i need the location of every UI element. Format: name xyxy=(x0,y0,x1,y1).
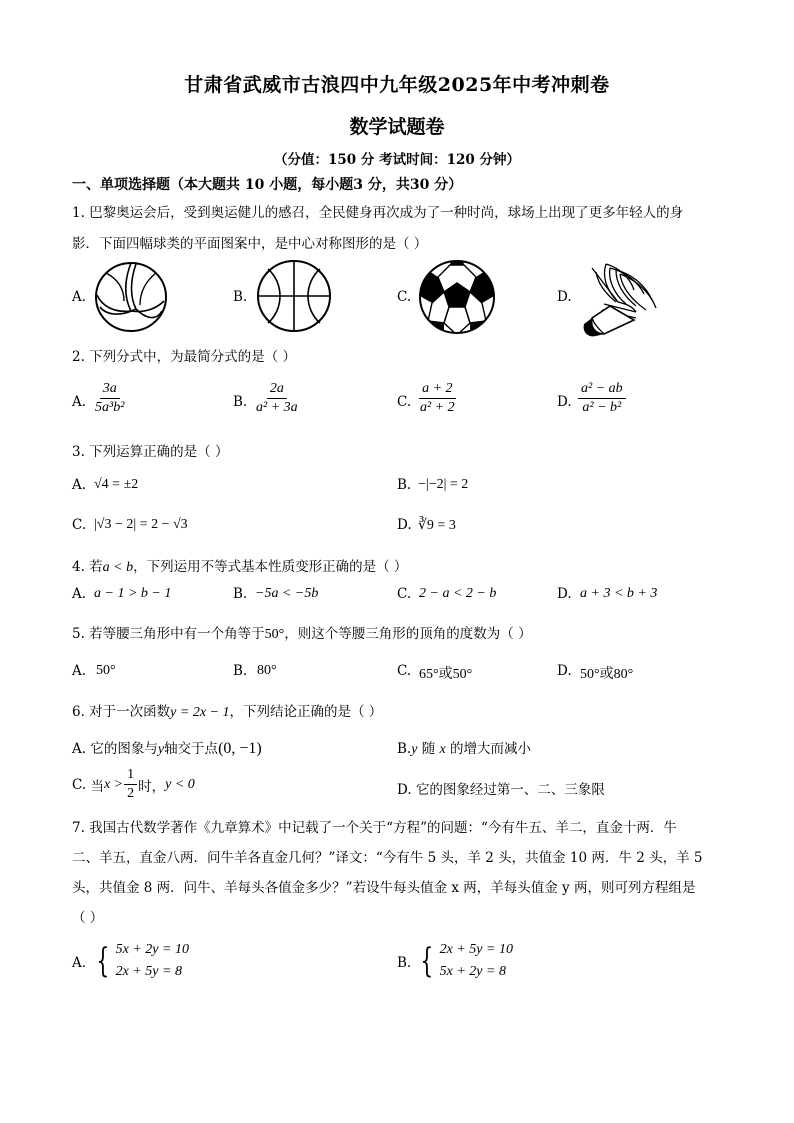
q7-option-b-eq2: 5x + 2y = 8 xyxy=(439,964,506,979)
q1-label-b: B. xyxy=(233,289,248,305)
exam-subtitle: 数学试题卷 xyxy=(349,116,445,138)
q5-label-a: A. xyxy=(72,663,87,679)
q6-a-point: (0, −1) xyxy=(218,740,262,757)
q3-option-a: √4 = ±2 xyxy=(94,477,139,492)
q3-option-b: −|−2| = 2 xyxy=(418,477,469,492)
q4-stem-pre: 4. 若 xyxy=(72,559,103,575)
q4-option-d: a + 3 < b + 3 xyxy=(580,586,658,601)
q7-label-a: A. xyxy=(72,955,87,971)
q7-option-b-eq1: 2x + 5y = 10 xyxy=(439,942,513,957)
q7-option-a-eq2: 2x + 5y = 8 xyxy=(115,964,182,979)
q7-line3: 头，共值金 8 两．问牛、羊每头各值金多少？”若设牛每头值金 x 两，羊每头值金 y 两，则可列方程组是 xyxy=(72,880,696,896)
q2-label-c: C. xyxy=(397,394,412,410)
q6-c-numerator: 1 xyxy=(124,767,137,785)
q2-option-a-fraction xyxy=(92,381,127,416)
q4-label-b: B. xyxy=(233,586,248,602)
q5-label-d: D. xyxy=(557,663,572,679)
q6-stem xyxy=(72,700,382,721)
q2-option-c-fraction xyxy=(417,381,458,416)
q6-a-text2: 轴交于点 xyxy=(164,741,219,757)
q5-label-b: B. xyxy=(233,663,248,679)
q5-stem xyxy=(72,622,532,643)
q6-label-c: C. xyxy=(72,776,87,793)
q6-b-text1: 随 xyxy=(421,741,436,757)
q7-option-b-system xyxy=(416,939,513,983)
q1-line2: 影．下面四幅球类的平面图案中，是中心对称图形的是（ ） xyxy=(72,236,428,252)
q6-d-text: 它的图象经过第一、二、三象限 xyxy=(415,782,605,798)
q5-option-d: 50°或80° xyxy=(580,667,634,682)
q6-function: y = 2x − 1 xyxy=(170,705,230,720)
q6-option-b xyxy=(397,737,531,758)
volleyball-icon xyxy=(94,261,168,333)
q4-label-c: C. xyxy=(397,586,412,602)
q5-angle: 50° xyxy=(264,627,285,642)
q3-option-d: ∛9 = 3 xyxy=(418,518,456,533)
q1-label-c: C. xyxy=(397,289,412,305)
q2-label-b: B. xyxy=(233,394,248,410)
q6-option-d xyxy=(397,778,605,798)
q6-stem-post: ，下列结论正确的是（ ） xyxy=(229,704,383,720)
q7-option-a-system xyxy=(92,939,189,983)
q6-label-a: A. xyxy=(72,741,87,757)
q4-label-d: D. xyxy=(557,586,572,602)
q2-label-a: A. xyxy=(72,394,87,410)
q6-option-a xyxy=(72,737,262,758)
soccer-ball-icon xyxy=(418,259,496,335)
q6-c-denominator: 2 xyxy=(127,786,135,801)
q3-stem: 3. 下列运算正确的是（ ） xyxy=(72,444,229,460)
q2-stem: 2. 下列分式中，为最简分式的是（ ） xyxy=(72,349,296,365)
q5-label-c: C. xyxy=(397,663,412,679)
q1-line1: 1. 巴黎奥运会后，受到奥运健儿的感召，全民健身再次成为了一种时尚，球场上出现了更多年轻人的身 xyxy=(72,205,684,221)
q2-option-c-numerator: a + 2 xyxy=(419,381,455,399)
q6-c-text2: 时， xyxy=(138,778,166,795)
q7-option-b-brace: { xyxy=(420,941,434,981)
q5-option-c: 65°或50° xyxy=(419,667,473,682)
exam-title: 甘肃省武威市古浪四中九年级2025年中考冲刺卷 xyxy=(184,74,610,96)
q7-label-b: B. xyxy=(397,955,412,971)
q2-option-c-denominator: a² + 2 xyxy=(420,400,455,415)
q4-label-a: A. xyxy=(72,586,87,602)
q2-option-d-fraction xyxy=(578,381,626,416)
q2-option-d-denominator: a² − b² xyxy=(582,400,622,415)
q5-stem-pre: 5. 若等腰三角形中有一个角等于 xyxy=(72,626,265,642)
q6-b-var2: x xyxy=(439,742,446,757)
q3-label-a: A. xyxy=(72,477,87,493)
q3-label-b: B. xyxy=(397,477,412,493)
q6-option-c xyxy=(72,767,195,802)
q2-option-b-fraction xyxy=(253,381,301,416)
q3-label-d: D. xyxy=(397,517,412,533)
q5-stem-post: ，则这个等腰三角形的顶角的度数为（ ） xyxy=(284,626,532,642)
q6-label-d: D. xyxy=(397,782,412,798)
q4-option-b: −5a < −5b xyxy=(255,586,319,601)
q6-c-lhs: x > xyxy=(103,776,124,792)
q4-option-a: a − 1 > b − 1 xyxy=(94,586,172,601)
q5-option-b: 80° xyxy=(257,663,277,678)
q7-line2: 二、羊五，直金八两．问牛羊各直金几何？”译文：“今有牛 5 头，羊 2 头，共值金 10 两．牛 2 头，羊 5 xyxy=(72,850,703,866)
q2-option-a-denominator: 5a³b² xyxy=(95,400,125,415)
q2-label-d: D. xyxy=(557,394,572,410)
q2-option-a-numerator: 3a xyxy=(100,381,120,399)
exam-info: （分值：150 分 考试时间：120 分钟） xyxy=(274,152,520,168)
q6-a-var: y xyxy=(157,742,165,757)
q3-option-c: |√3 − 2| = 2 − √3 xyxy=(94,517,188,532)
q6-c-text: 当 xyxy=(90,778,104,795)
q2-option-b-denominator: a² + 3a xyxy=(256,400,298,415)
q6-label-b: B. xyxy=(397,741,412,757)
q3-label-c: C. xyxy=(72,517,87,533)
q2-option-b-numerator: 2a xyxy=(267,381,287,399)
q4-condition: a < b xyxy=(102,560,134,575)
q4-stem-post: ，下列运用不等式基本性质变形正确的是（ ） xyxy=(133,559,408,575)
q4-option-c: 2 − a < 2 − b xyxy=(419,586,497,601)
q6-b-var1: y xyxy=(411,742,418,757)
q7-option-a-eq1: 5x + 2y = 10 xyxy=(115,942,189,957)
q6-a-text: 它的图象与 xyxy=(90,741,158,757)
q1-label-d: D. xyxy=(557,289,572,305)
q6-stem-pre: 6. 对于一次函数 xyxy=(72,704,171,720)
q7-option-a-brace: { xyxy=(96,941,110,981)
q1-label-a: A. xyxy=(72,289,87,305)
q4-stem xyxy=(72,555,407,576)
q7-line1: 7. 我国古代数学著作《九章算术》中记载了一个关于“方程”的问题：“今有牛五、羊二，直金十两．牛 xyxy=(72,820,677,836)
q7-line4: （ ） xyxy=(72,910,104,926)
q2-option-d-numerator: a² − ab xyxy=(578,381,626,399)
q6-c-rhs: y < 0 xyxy=(165,776,195,792)
basketball-icon xyxy=(256,259,332,333)
q6-c-fraction xyxy=(124,767,137,802)
q6-b-text2: 的增大而减小 xyxy=(450,741,532,757)
q5-option-a: 50° xyxy=(96,663,116,678)
section-heading: 一、单项选择题（本大题共 10 小题，每小题3 分，共30 分） xyxy=(72,177,463,193)
shuttlecock-icon xyxy=(580,262,662,338)
